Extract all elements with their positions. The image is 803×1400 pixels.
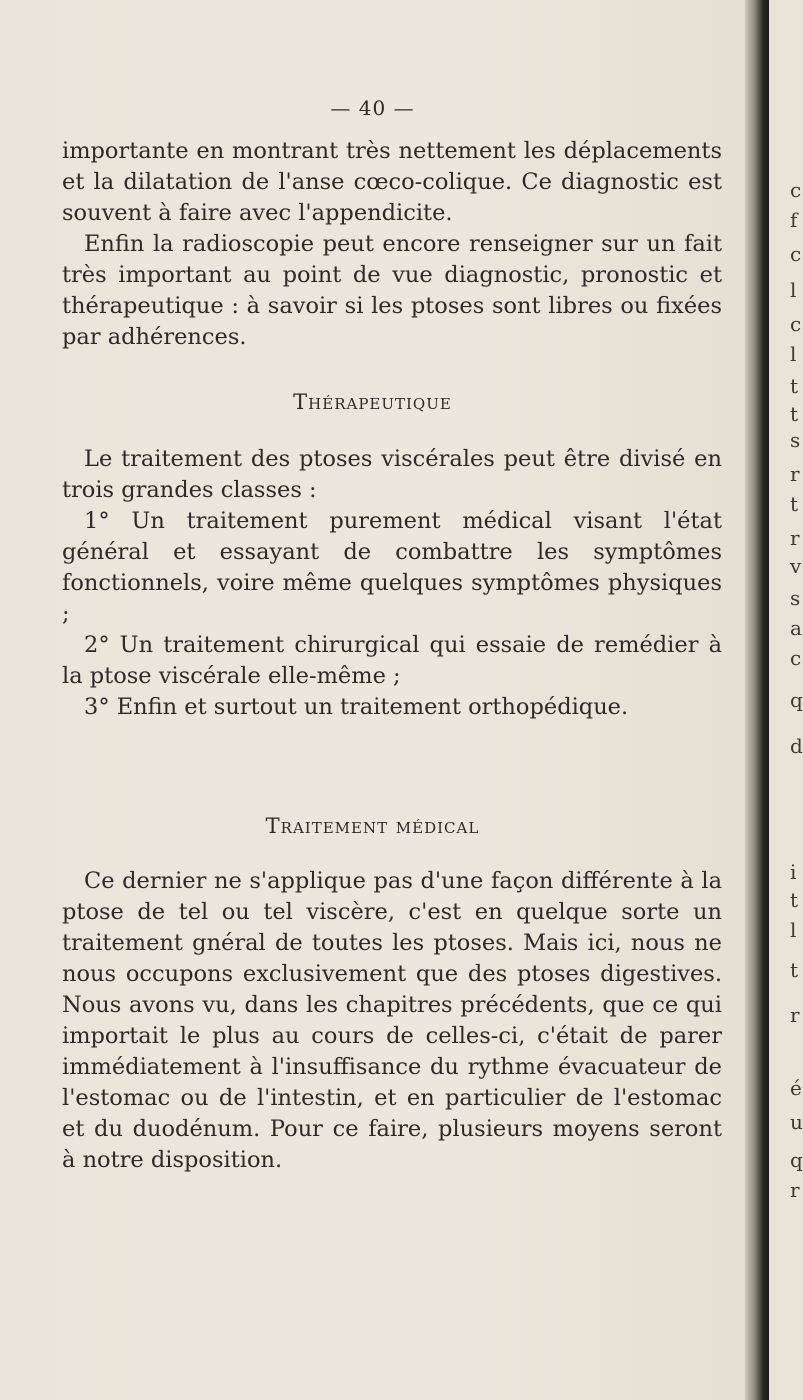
edge-letter: r xyxy=(790,1003,800,1027)
paragraph: Le traitement des ptoses viscérales peut être divisé en trois grandes classes : xyxy=(62,446,722,503)
section1-text xyxy=(62,444,722,723)
edge-letter: c xyxy=(790,242,802,266)
edge-letter: s xyxy=(790,428,801,452)
edge-letter: r xyxy=(790,526,800,550)
edge-letter: u xyxy=(790,1110,803,1134)
edge-letter: t xyxy=(790,492,799,516)
paragraph: Enfin la radioscopie peut encore renseigner sur un fait très important au point de vue diagnostic, pronostic et thérapeutique : à savoir si les ptoses sont libres ou fixées par adhérences. xyxy=(62,231,722,350)
edge-letter: l xyxy=(790,918,797,942)
edge-letter: q xyxy=(790,1148,803,1172)
paragraph: Ce dernier ne s'applique pas d'une façon différente à la ptose de tel ou tel viscère, c'est en quelque sorte un traitement gnéral de toutes les ptoses. Mais ici, nous ne nous occupons exclusivement que des ptoses digestives. Nous avons vu, dans les chapitres précédents, que ce qui importait le plus au cours de celles-ci, c'était de parer immédiatement à l'insuffisance du rythme évacuateur de l'estomac ou de l'intestin, et en particulier de l'estomac et du duodénum. Pour ce faire, plusieurs moyens seront à notre disposition. xyxy=(62,868,722,1173)
section-heading-traitement-medical: Traitement médical xyxy=(265,814,480,838)
edge-letter: l xyxy=(790,342,797,366)
edge-letter: t xyxy=(790,374,799,398)
edge-letter: q xyxy=(790,688,803,712)
list-item: 2° Un traitement chirurgical qui essaie de remédier à la ptose viscérale elle-même ; xyxy=(62,632,722,689)
edge-letter: c xyxy=(790,178,802,202)
section2-text xyxy=(62,866,722,1176)
edge-letter: i xyxy=(790,860,797,884)
edge-letter: d xyxy=(790,734,803,758)
edge-letter: é xyxy=(790,1076,802,1100)
edge-letter: c xyxy=(790,646,802,670)
edge-letter: a xyxy=(790,616,802,640)
page-number: — 40 — xyxy=(330,96,415,120)
paragraph: importante en montrant très nettement les déplacements et la dilatation de l'anse cœco-colique. Ce diagnostic est souvent à faire avec l'appendicite. xyxy=(62,138,722,226)
edge-letter: t xyxy=(790,402,799,426)
edge-letter: r xyxy=(790,1178,800,1202)
edge-letter: t xyxy=(790,958,799,982)
edge-letter: v xyxy=(790,554,802,578)
list-item: 3° Enfin et surtout un traitement orthopédique. xyxy=(84,694,629,720)
book-gutter xyxy=(745,0,769,1400)
edge-letter: t xyxy=(790,888,799,912)
list-item: 1° Un traitement purement médical visant l'état général et essayant de combattre les symptômes fonctionnels, voire même quelques symptômes physiques ; xyxy=(62,508,722,627)
section-heading-therapeutique: Thérapeutique xyxy=(293,390,452,414)
edge-letter: c xyxy=(790,312,802,336)
edge-letter: f xyxy=(790,208,798,232)
intro-text xyxy=(62,136,722,353)
edge-letter: r xyxy=(790,462,800,486)
edge-letter: s xyxy=(790,586,801,610)
edge-letter: l xyxy=(790,278,797,302)
